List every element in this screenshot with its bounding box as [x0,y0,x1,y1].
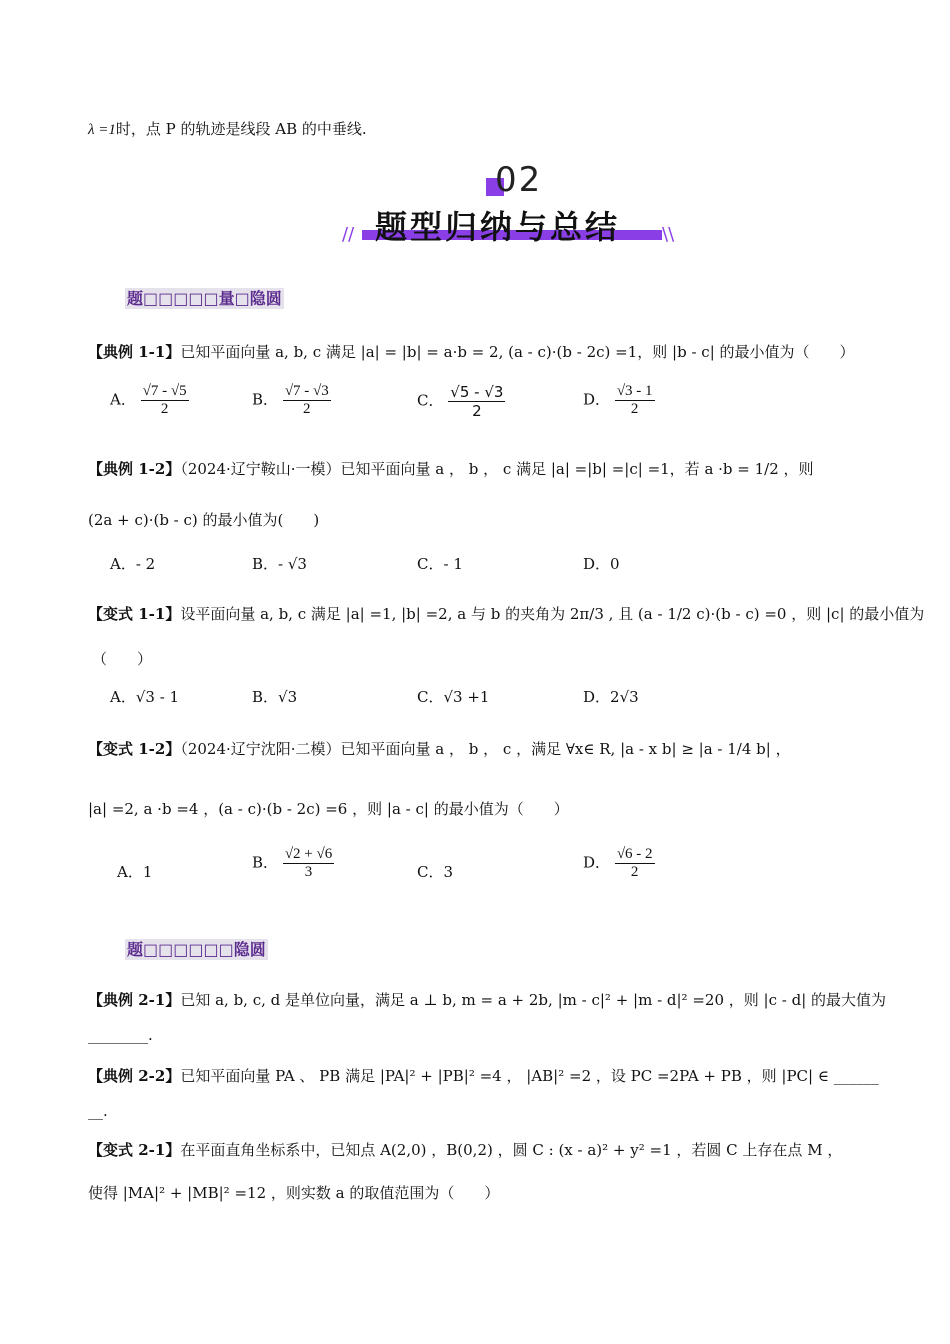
example-2-2-stem-1: 已知平面向量 PA 、 PB 满足 |PA|² + |PB|² =4 ， |AB|² =2 ，设 PC =2PA + PB ，则 |PC| ∈ ______ [180,1067,879,1085]
variant-1-2-option-a: A．1 [117,863,153,881]
option-b-numerator: √7 - √3 [284,383,329,399]
example-1-1-option-a [110,383,189,418]
variant-1-1-option-d: D．2√3 [583,688,639,706]
section-1-title: 题□□□□□量□隐圆 [127,289,282,308]
option-b-label: B． [252,390,279,409]
option-d-denominator: 2 [630,864,639,880]
option-d-label: D． [583,853,611,872]
option-c-label: C． [417,391,444,410]
option-c-fraction [448,383,505,420]
option-b-label: B． [252,853,279,872]
variant-1-2-option-d [583,846,655,881]
variant-1-2-option-c: C．3 [417,863,454,881]
variant-1-2-tag: 【变式 1-2】 [88,740,181,758]
example-2-2-tag: 【典例 2-2】 [88,1067,181,1085]
example-1-1-stem: 已知平面向量 a, b, c 满足 |a| = |b| = a·b = 2, (a - c)·(b - 2c) =1，则 |b - c| 的最小值为（ ） [180,343,855,361]
section-banner [340,160,680,250]
section-1-heading [125,286,284,309]
example-1-2-stem-2: (2a + c)·(b - c) 的最小值为( ) [88,511,320,529]
option-b-numerator: √2 + √6 [284,846,333,862]
variant-1-1-option-b: B．√3 [252,688,298,706]
option-a-denominator: 2 [160,401,169,417]
variant-2-1-line-2: 使得 |MA|² + |MB|² =12 ，则实数 a 的取值范围为（ ） [88,1184,500,1202]
variant-2-1-line-1 [88,1139,842,1160]
option-b-denominator: 3 [304,864,313,880]
variant-1-2-line-1 [88,738,791,759]
variant-2-1-tag: 【变式 2-1】 [88,1141,181,1159]
banner-title: 题型归纳与总结 [375,208,621,246]
variant-2-1-stem-1: 在平面直角坐标系中，已知点 A(2,0) ，B(0,2) ，圆 C : (x - a)² + y² =1 ，若圆 C 上存在点 M ， [180,1141,843,1159]
option-d-numerator: √3 - 1 [616,383,653,399]
banner-slash-right: \\ [662,224,675,245]
example-1-1-option-b [252,383,331,418]
example-2-1-line-1 [88,989,886,1010]
variant-1-1-option-c: C．√3 +1 [417,688,490,706]
option-d-denominator: 2 [630,401,639,417]
example-2-1-stem-1: 已知 a, b, c, d 是单位向量，满足 a ⊥ b, m = a + 2b, |m - c|² + |m - d|² =20 ，则 |c - d| 的最大值为 [180,991,887,1009]
example-2-2-line-2: __. [88,1102,108,1120]
example-1-1-tag: 【典例 1-1】 [88,343,181,361]
option-d-fraction [615,383,655,418]
banner-slash-left: // [342,224,355,245]
example-1-2-tag: 【典例 1-2】 [88,460,181,478]
example-2-2-line-1 [88,1065,879,1086]
option-a-fraction [141,383,189,418]
variant-1-1-tag: 【变式 1-1】 [88,605,181,623]
example-1-2-line-1 [88,458,814,479]
intro-text: 时，点 P 的轨迹是线段 AB 的中垂线. [115,120,367,138]
option-a-label: A． [110,390,136,409]
option-b-fraction [283,846,334,881]
option-b-fraction [283,383,331,418]
option-d-label: D． [583,390,611,409]
variant-1-2-line-2: |a| =2, a ·b =4 ，(a - c)·(b - 2c) =6 ，则 |a - c| 的最小值为（ ） [88,800,569,818]
lambda-expression: λ =1 [88,122,116,138]
section-2-title: 题□□□□□□隐圆 [127,940,266,959]
section-2-heading [125,937,268,960]
example-1-2-option-b: B．- √3 [252,555,307,573]
example-1-1-option-d [583,383,655,418]
variant-1-1-line-2: （ ） [92,650,153,668]
example-1-2-option-c: C．- 1 [417,555,463,573]
option-c-numerator: √5 - √3 [450,383,504,401]
example-1-2-stem-1: （2024·辽宁鞍山·一模）已知平面向量 a ， b ， c 满足 |a| =|b| =|c| =1，若 a ·b = 1/2 ，则 [180,460,814,478]
intro-line [88,118,367,139]
variant-1-1-stem-1: 设平面向量 a, b, c 满足 |a| =1, |b| =2, a 与 b 的夹角为 2π/3 , 且 (a - 1/2 c)·(b - c) =0 ，则 |c| 的最小值为 [180,605,925,623]
example-1-2-line-2 [88,509,319,530]
example-1-1 [88,341,855,362]
variant-1-2-stem-1: （2024·辽宁沈阳·二模）已知平面向量 a ， b ， c ，满足 ∀x∈ R, |a - x b| ≥ |a - 1/4 b| ， [180,740,791,758]
example-1-2-option-d: D．0 [583,555,620,573]
option-b-denominator: 2 [303,401,311,417]
option-c-denominator: 2 [472,402,482,420]
example-1-1-option-c [417,383,505,420]
variant-1-1-line-1 [88,603,924,624]
option-a-numerator: √7 - √5 [142,383,187,399]
example-1-2-option-a: A．- 2 [110,555,156,573]
example-2-1-tag: 【典例 2-1】 [88,991,181,1009]
example-2-1-line-2: ________. [88,1026,153,1044]
variant-1-2-option-b [252,846,334,881]
option-d-fraction [615,846,655,881]
variant-1-1-option-a: A．√3 - 1 [110,688,180,706]
option-d-numerator: √6 - 2 [616,846,653,862]
banner-number: 02 [495,160,543,200]
